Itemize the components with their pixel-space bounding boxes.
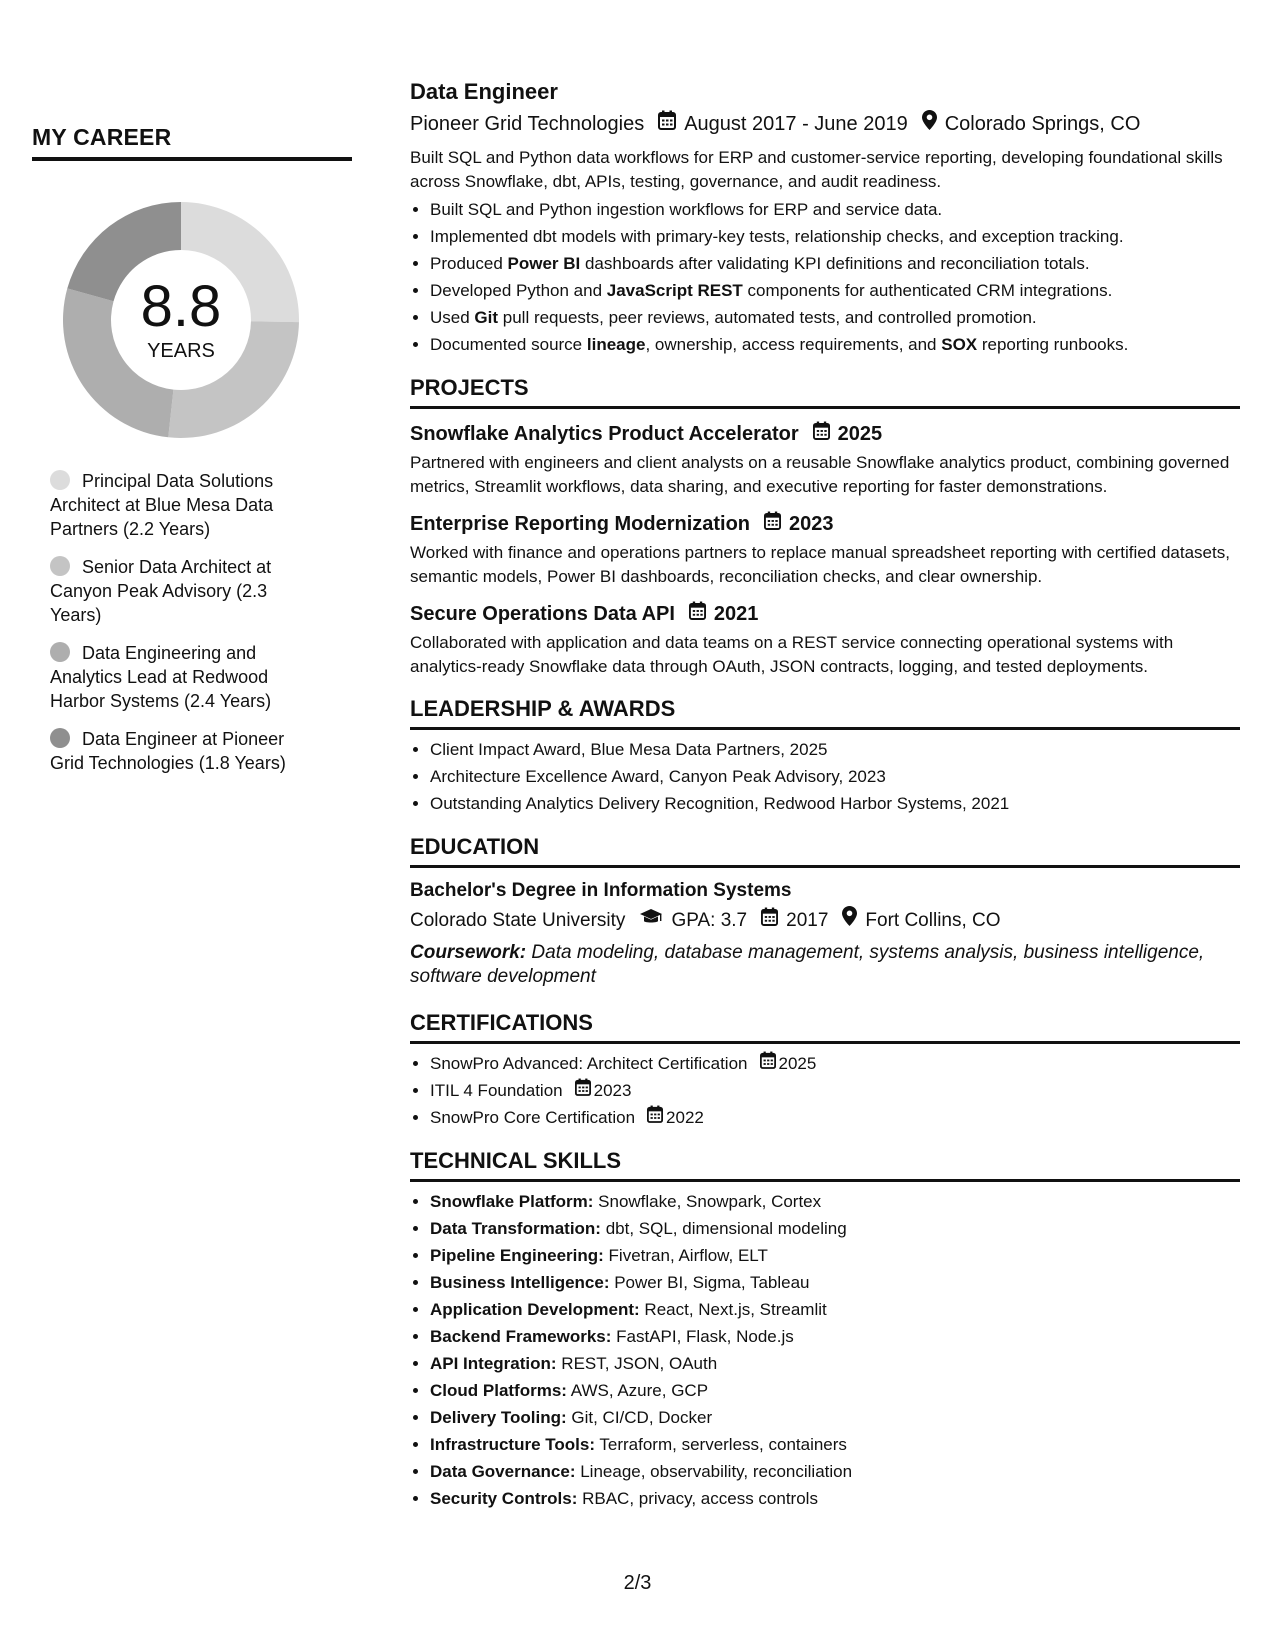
- skill-item: [430, 1350, 1240, 1377]
- calendar-icon: [760, 1050, 776, 1077]
- project-title-row: [410, 601, 1240, 627]
- bullet-bold: JavaScript REST: [606, 281, 743, 300]
- project-item: [410, 421, 1240, 499]
- total-years-value: 8.8: [140, 273, 222, 339]
- map-pin-icon: [922, 110, 937, 138]
- degree-title: Bachelor's Degree in Information Systems: [410, 880, 792, 901]
- legend-item: [50, 469, 320, 541]
- certification-name: • SnowPro Advanced: Architect Certification: [430, 1054, 748, 1073]
- bullet-bold: Git: [474, 308, 499, 327]
- job-title: Data Engineer: [410, 79, 558, 104]
- bullet-bold: Power BI: [507, 254, 581, 273]
- skill-values: REST, JSON, OAuth: [556, 1354, 718, 1373]
- education-location: Fort Collins, CO: [865, 909, 1001, 931]
- calendar-icon: [689, 601, 706, 627]
- skill-item: [430, 1404, 1240, 1431]
- job-bullet: [430, 331, 1240, 358]
- skill-values: dbt, SQL, dimensional modeling: [600, 1219, 847, 1238]
- coursework: [410, 941, 1240, 989]
- skill-item: [430, 1296, 1240, 1323]
- gpa-value: GPA: 3.7: [671, 909, 748, 931]
- skill-category: Delivery Tooling:: [430, 1408, 567, 1427]
- map-pin-icon: [842, 906, 857, 935]
- skill-values: Lineage, observability, reconciliation: [575, 1462, 853, 1481]
- skill-values: Snowflake, Snowpark, Cortex: [593, 1192, 822, 1211]
- bullet-text: Used: [430, 308, 475, 327]
- job-bullet: [430, 223, 1240, 250]
- job-bullets: [410, 196, 1240, 358]
- skill-category: Cloud Platforms:: [430, 1381, 567, 1400]
- project-year: 2023: [789, 513, 834, 535]
- legend-item: [50, 727, 320, 775]
- bullet-bold: SOX: [941, 335, 978, 354]
- skill-category: Snowflake Platform:: [430, 1192, 594, 1211]
- projects-heading: PROJECTS: [410, 374, 1240, 409]
- calendar-icon: [761, 907, 778, 935]
- bullet-text: dashboards after validating KPI definitions and reconciliation totals.: [580, 254, 1090, 273]
- skills-list: [410, 1188, 1240, 1512]
- skill-category: Infrastructure Tools:: [430, 1435, 595, 1454]
- skill-item: [430, 1431, 1240, 1458]
- skill-category: Data Transformation:: [430, 1219, 601, 1238]
- skill-category: API Integration:: [430, 1354, 557, 1373]
- job-summary: Built SQL and Python data workflows for ERP and customer-service reporting, developing foundational skills across Snowflake, dbt, APIs, testing, governance, and audit readiness.: [410, 148, 1223, 191]
- award-item: • Client Impact Award, Blue Mesa Data Partners, 2025: [430, 736, 1240, 763]
- career-donut-chart: [56, 195, 306, 445]
- bullet-text: Documented source: [430, 335, 587, 354]
- project-title-row: [410, 421, 1240, 447]
- legend-label: Data Engineer at Pioneer Grid Technologies (1.8 Years): [50, 729, 286, 773]
- skill-item: [430, 1458, 1240, 1485]
- job-dates-group: [658, 110, 908, 138]
- job-company: Pioneer Grid Technologies: [410, 113, 645, 135]
- calendar-icon: [575, 1077, 591, 1104]
- donut-center: [56, 195, 306, 445]
- skill-values: Git, CI/CD, Docker: [566, 1408, 713, 1427]
- certification-year: 2025: [778, 1054, 817, 1073]
- certification-item: [430, 1077, 1240, 1104]
- skill-item: [430, 1377, 1240, 1404]
- legend-dot: [50, 642, 70, 662]
- gpa-group: [639, 907, 747, 935]
- bullet-bold: lineage: [586, 335, 646, 354]
- bullet-text: components for authenticated CRM integrations.: [742, 281, 1113, 300]
- awards-list: [410, 736, 1240, 817]
- skills-heading: TECHNICAL SKILLS: [410, 1147, 1240, 1182]
- skill-item: [430, 1215, 1240, 1242]
- job-dates: August 2017 - June 2019: [684, 113, 908, 135]
- project-item: [410, 601, 1240, 679]
- project-description: Collaborated with application and data teams on a REST service connecting operational systems with analytics-ready Snowflake data through OAuth, JSON contracts, logging, and tested deployments.: [410, 633, 1174, 676]
- skill-values: Fivetran, Airflow, ELT: [603, 1246, 768, 1265]
- education-meta: [410, 906, 1240, 935]
- page-number: 2/3: [623, 1572, 652, 1594]
- skill-category: Business Intelligence:: [430, 1273, 610, 1292]
- skill-category: Application Development:: [430, 1300, 640, 1319]
- project-description: Worked with finance and operations partners to replace manual spreadsheet reporting with certified datasets, semantic models, Power BI dashboards, reconciliation checks, and clear ownership.: [410, 543, 1230, 586]
- bullet-text: Developed Python and: [430, 281, 607, 300]
- skill-values: Power BI, Sigma, Tableau: [609, 1273, 810, 1292]
- legend-label: Senior Data Architect at Canyon Peak Advisory (2.3 Years): [50, 557, 272, 625]
- project-description: Partnered with engineers and client analysts on a reusable Snowflake analytics product, combining governed metrics, Streamlit workflows, data sharing, and executive reporting for faster demonstrations.: [410, 453, 1230, 496]
- certifications-heading: CERTIFICATIONS: [410, 1009, 1240, 1044]
- awards-heading: LEADERSHIP & AWARDS: [410, 695, 1240, 730]
- career-legend: [50, 469, 320, 775]
- skill-item: [430, 1242, 1240, 1269]
- education-year-group: [761, 907, 828, 935]
- job-meta: [410, 110, 1240, 138]
- calendar-icon: [647, 1104, 663, 1131]
- certifications-list: [410, 1050, 1240, 1131]
- job-location: Colorado Springs, CO: [944, 113, 1141, 135]
- skill-values: Terraform, serverless, containers: [594, 1435, 847, 1454]
- skill-item: [430, 1269, 1240, 1296]
- skill-item: [430, 1323, 1240, 1350]
- certification-item: [430, 1104, 1240, 1131]
- skill-values: RBAC, privacy, access controls: [577, 1489, 818, 1508]
- career-sidebar: [32, 124, 352, 789]
- legend-label: Data Engineering and Analytics Lead at Redwood Harbor Systems (2.4 Years): [50, 643, 272, 711]
- calendar-icon: [658, 110, 676, 138]
- project-year: 2025: [837, 423, 883, 445]
- main-column: [410, 78, 1240, 1512]
- project-title-row: [410, 511, 1240, 537]
- job-bullet: [430, 196, 1240, 223]
- coursework-label: Coursework:: [410, 942, 527, 963]
- coursework-text: Data modeling, database management, systems analysis, business intelligence, software development: [410, 942, 1205, 987]
- legend-label: Principal Data Solutions Architect at Blue Mesa Data Partners (2.2 Years): [50, 471, 274, 539]
- skill-item: [430, 1485, 1240, 1512]
- school-name: Colorado State University: [410, 909, 626, 931]
- job-bullet: [430, 304, 1240, 331]
- bullet-text: pull requests, peer reviews, automated tests, and controlled promotion.: [498, 308, 1037, 327]
- legend-item: [50, 555, 320, 627]
- bullet-text: Built SQL and Python ingestion workflows for ERP and service data.: [430, 200, 943, 219]
- certification-name: • ITIL 4 Foundation: [430, 1081, 563, 1100]
- skill-category: Data Governance:: [430, 1462, 576, 1481]
- certification-name: • SnowPro Core Certification: [430, 1108, 636, 1127]
- skill-category: Pipeline Engineering:: [430, 1246, 604, 1265]
- calendar-icon: [813, 421, 830, 447]
- career-heading: MY CAREER: [32, 124, 352, 161]
- project-title: Secure Operations Data API: [410, 603, 675, 625]
- bullet-text: Produced: [430, 254, 508, 273]
- legend-dot: [50, 470, 70, 490]
- project-year: 2021: [713, 603, 759, 625]
- skill-values: FastAPI, Flask, Node.js: [611, 1327, 794, 1346]
- education-year: 2017: [786, 909, 829, 931]
- skill-category: Security Controls:: [430, 1489, 578, 1508]
- bullet-text: Implemented dbt models with primary-key tests, relationship checks, and exception tracking.: [430, 227, 1124, 246]
- legend-item: [50, 641, 320, 713]
- certification-year: 2022: [666, 1108, 704, 1127]
- bullet-text: reporting runbooks.: [977, 335, 1129, 354]
- skill-category: Backend Frameworks:: [430, 1327, 612, 1346]
- total-years-unit: YEARS: [147, 339, 215, 362]
- project-item: [410, 511, 1240, 589]
- bullet-text: , ownership, access requirements, and: [645, 335, 942, 354]
- legend-dot: [50, 556, 70, 576]
- graduation-cap-icon: [639, 907, 663, 935]
- job-location-group: [922, 110, 1141, 138]
- job-bullet: [430, 277, 1240, 304]
- skill-values: AWS, Azure, GCP: [566, 1381, 709, 1400]
- skill-values: React, Next.js, Streamlit: [639, 1300, 827, 1319]
- award-item: • Architecture Excellence Award, Canyon Peak Advisory, 2023: [430, 763, 1240, 790]
- legend-dot: [50, 728, 70, 748]
- award-item: • Outstanding Analytics Delivery Recognition, Redwood Harbor Systems, 2021: [430, 790, 1240, 817]
- education-location-group: [842, 906, 1000, 935]
- calendar-icon: [764, 511, 781, 537]
- education-heading: EDUCATION: [410, 833, 1240, 868]
- project-title: Enterprise Reporting Modernization: [410, 513, 751, 535]
- skill-item: [430, 1188, 1240, 1215]
- certification-item: [430, 1050, 1240, 1077]
- project-title: Snowflake Analytics Product Accelerator: [410, 423, 799, 445]
- job-bullet: [430, 250, 1240, 277]
- certification-year: 2023: [593, 1081, 632, 1100]
